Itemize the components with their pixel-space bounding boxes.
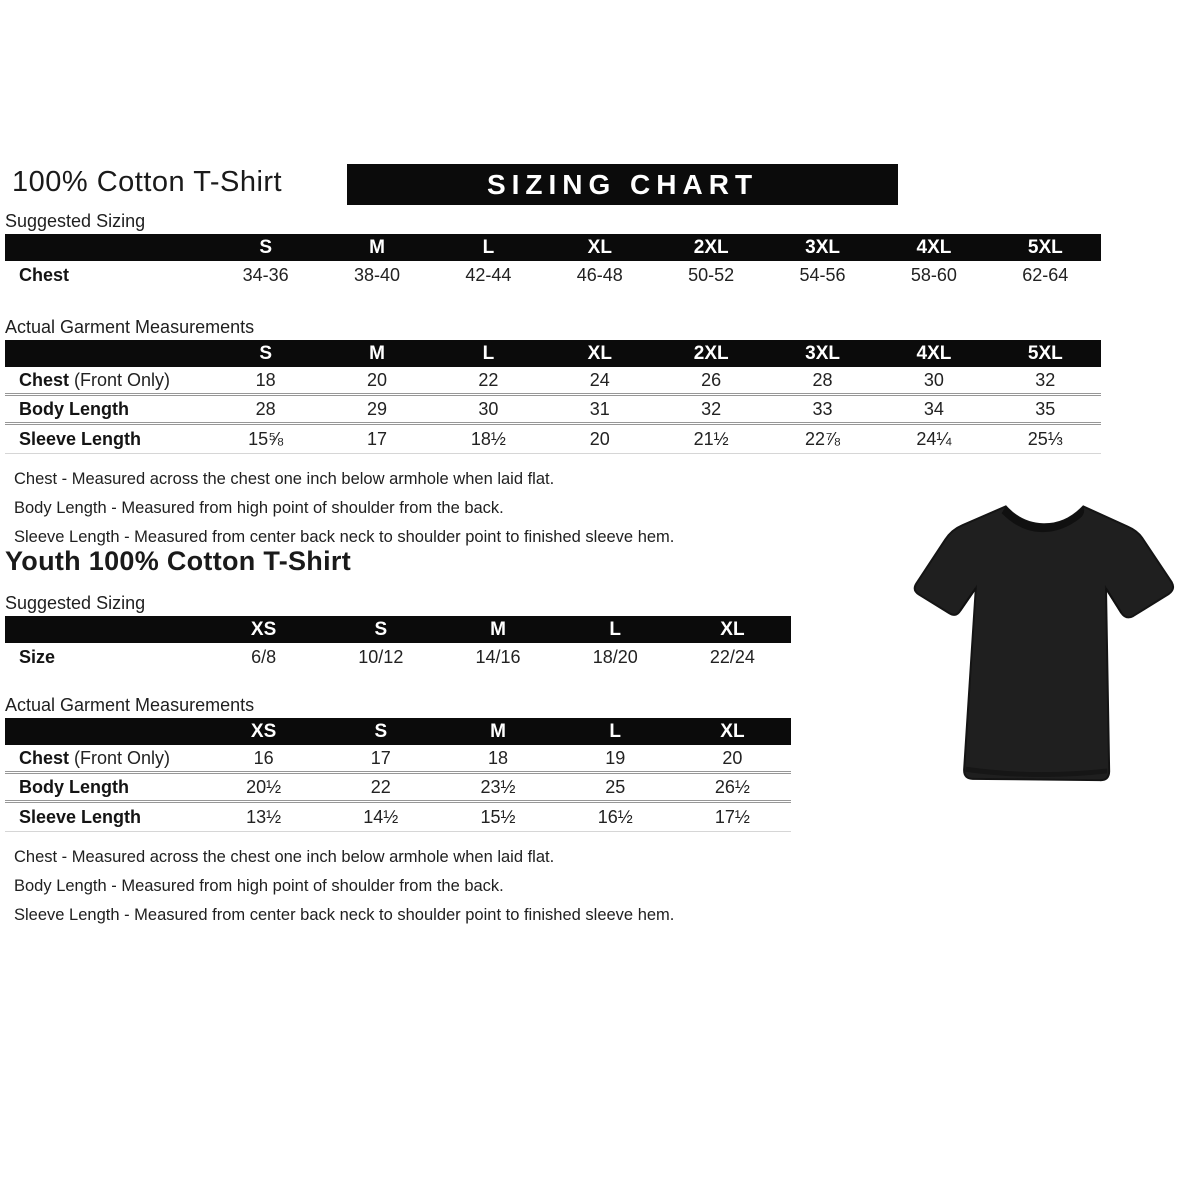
column-header: S [374, 618, 388, 640]
measurement-cell: 28 [812, 369, 833, 390]
column-header: 5XL [1027, 236, 1063, 258]
table-row [5, 643, 791, 672]
measurement-cell: 22 [370, 776, 391, 797]
row-label: Body Length [19, 398, 129, 419]
measurement-cell: 34 [923, 398, 944, 419]
measurement-cell: 20 [589, 428, 610, 449]
column-header: M [369, 342, 385, 364]
measurement-cell: 42-44 [465, 265, 512, 285]
measurement-cell: 21½ [693, 428, 729, 449]
column-header: 3XL [805, 236, 840, 258]
adult-measurements-label: Actual Garment Measurements [5, 317, 255, 337]
youth-page-title: Youth 100% Cotton T-Shirt [5, 546, 351, 576]
measurement-cell: 26 [701, 369, 722, 390]
table-header-row [5, 718, 791, 745]
note-line: Sleeve Length - Measured from center back neck to shoulder point to finished sleeve hem. [14, 906, 675, 924]
t-shirt-body [910, 502, 1175, 784]
measurement-cell: 28 [255, 398, 276, 419]
adult-measurement-notes [14, 465, 674, 552]
measurement-cell: 18 [255, 369, 276, 390]
column-header: M [490, 618, 506, 640]
sizing-chart-banner-label: SIZING CHART [486, 168, 759, 200]
column-header: S [259, 342, 273, 364]
measurement-cell: 6/8 [251, 647, 277, 667]
column-header: XS [250, 618, 277, 640]
t-shirt-silhouette [888, 474, 1196, 814]
measurement-cell: 25 [605, 776, 626, 797]
measurement-cell: 22⅞ [805, 428, 841, 449]
measurement-cell: 46-48 [576, 265, 623, 285]
measurement-cell: 24¼ [916, 428, 952, 449]
column-header: L [482, 236, 495, 258]
table-row [5, 396, 1101, 425]
measurement-cell: 54-56 [799, 265, 846, 285]
adult-measurements-table [5, 340, 1101, 454]
page-title: 100% Cotton T-Shirt [12, 166, 283, 198]
measurement-cell: 13½ [246, 806, 282, 827]
note-line: Body Length - Measured from high point of shoulder from the back. [14, 877, 504, 895]
adult-suggested-sizing-label: Suggested Sizing [5, 211, 146, 231]
note-line: Chest - Measured across the chest one inch below armhole when laid flat. [14, 848, 555, 866]
note-line: Chest - Measured across the chest one inch below armhole when laid flat. [14, 470, 555, 488]
column-header: 2XL [693, 342, 729, 364]
column-header: L [482, 342, 495, 364]
column-header: XL [587, 342, 612, 364]
note-line: Body Length - Measured from high point of shoulder from the back. [14, 499, 504, 517]
column-header: 4XL [916, 342, 952, 364]
measurement-cell: 22 [478, 369, 499, 390]
youth-suggested-sizing-label: Suggested Sizing [5, 593, 146, 613]
measurement-cell: 17 [370, 747, 391, 768]
column-header: M [369, 236, 385, 258]
youth-measurements-label: Actual Garment Measurements [5, 695, 255, 715]
measurement-cell: 35 [1035, 398, 1056, 419]
table-row [5, 774, 791, 803]
column-header: S [259, 236, 273, 258]
measurement-cell: 34-36 [242, 265, 289, 285]
row-label: Body Length [19, 776, 129, 797]
table-row [5, 425, 1101, 454]
measurement-cell: 18/20 [592, 647, 638, 667]
table-header-row [5, 616, 791, 643]
measurement-cell: 16½ [597, 806, 633, 827]
measurement-cell: 26½ [714, 776, 750, 797]
row-label: Chest (Front Only) [19, 747, 171, 768]
measurement-cell: 50-52 [688, 265, 735, 285]
measurement-cell: 33 [812, 398, 833, 419]
measurement-cell: 29 [367, 398, 388, 419]
measurement-cell: 17½ [714, 806, 750, 827]
measurement-cell: 15⅝ [248, 428, 284, 449]
measurement-cell: 17 [367, 428, 388, 449]
column-header: XS [250, 720, 277, 742]
measurement-cell: 58-60 [910, 265, 957, 285]
measurement-cell: 38-40 [354, 265, 401, 285]
measurement-cell: 18 [487, 747, 509, 768]
measurement-cell: 14/16 [475, 647, 521, 667]
table-header-row [5, 234, 1101, 261]
measurement-cell: 20 [367, 369, 388, 390]
row-label: Sleeve Length [19, 428, 142, 449]
table-row [5, 367, 1101, 396]
column-header: S [374, 720, 388, 742]
measurement-cell: 19 [605, 747, 626, 768]
column-header: XL [720, 618, 745, 640]
column-header: XL [587, 236, 612, 258]
column-header: 5XL [1027, 342, 1063, 364]
note-line: Sleeve Length - Measured from center back neck to shoulder point to finished sleeve hem. [14, 528, 675, 546]
measurement-cell: 31 [589, 398, 610, 419]
measurement-cell: 15½ [480, 806, 516, 827]
measurement-cell: 16 [253, 747, 274, 768]
row-label: Chest (Front Only) [19, 369, 171, 390]
column-header: XL [720, 720, 745, 742]
black-t-shirt-image [888, 474, 1196, 814]
measurement-cell: 32 [1035, 369, 1056, 390]
measurement-cell: 20 [722, 747, 743, 768]
row-label: Chest [19, 265, 70, 285]
column-header: 3XL [805, 342, 840, 364]
measurement-cell: 30 [478, 398, 499, 419]
column-header: L [609, 618, 622, 640]
column-header: L [609, 720, 622, 742]
table-row [5, 261, 1101, 290]
column-header: 2XL [693, 236, 729, 258]
table-row [5, 745, 791, 774]
sizing-chart-banner [347, 164, 898, 205]
row-label: Size [19, 647, 56, 667]
measurement-cell: 24 [589, 369, 610, 390]
measurement-cell: 18½ [470, 428, 506, 449]
measurement-cell: 25⅓ [1027, 428, 1063, 449]
row-label: Sleeve Length [19, 806, 142, 827]
table-header-row [5, 340, 1101, 367]
measurement-cell: 23½ [480, 776, 516, 797]
table-row [5, 803, 791, 832]
measurement-cell: 30 [923, 369, 944, 390]
measurement-cell: 14½ [363, 806, 399, 827]
measurement-cell: 10/12 [358, 647, 404, 667]
measurement-cell: 62-64 [1022, 265, 1069, 285]
column-header: 4XL [916, 236, 952, 258]
youth-measurements-table [5, 718, 791, 832]
adult-suggested-sizing-table [5, 234, 1101, 290]
youth-suggested-sizing-table [5, 616, 791, 672]
measurement-cell: 20½ [246, 776, 282, 797]
measurement-cell: 32 [701, 398, 722, 419]
column-header: M [490, 720, 506, 742]
measurement-cell: 22/24 [709, 647, 755, 667]
youth-measurement-notes [14, 843, 674, 930]
